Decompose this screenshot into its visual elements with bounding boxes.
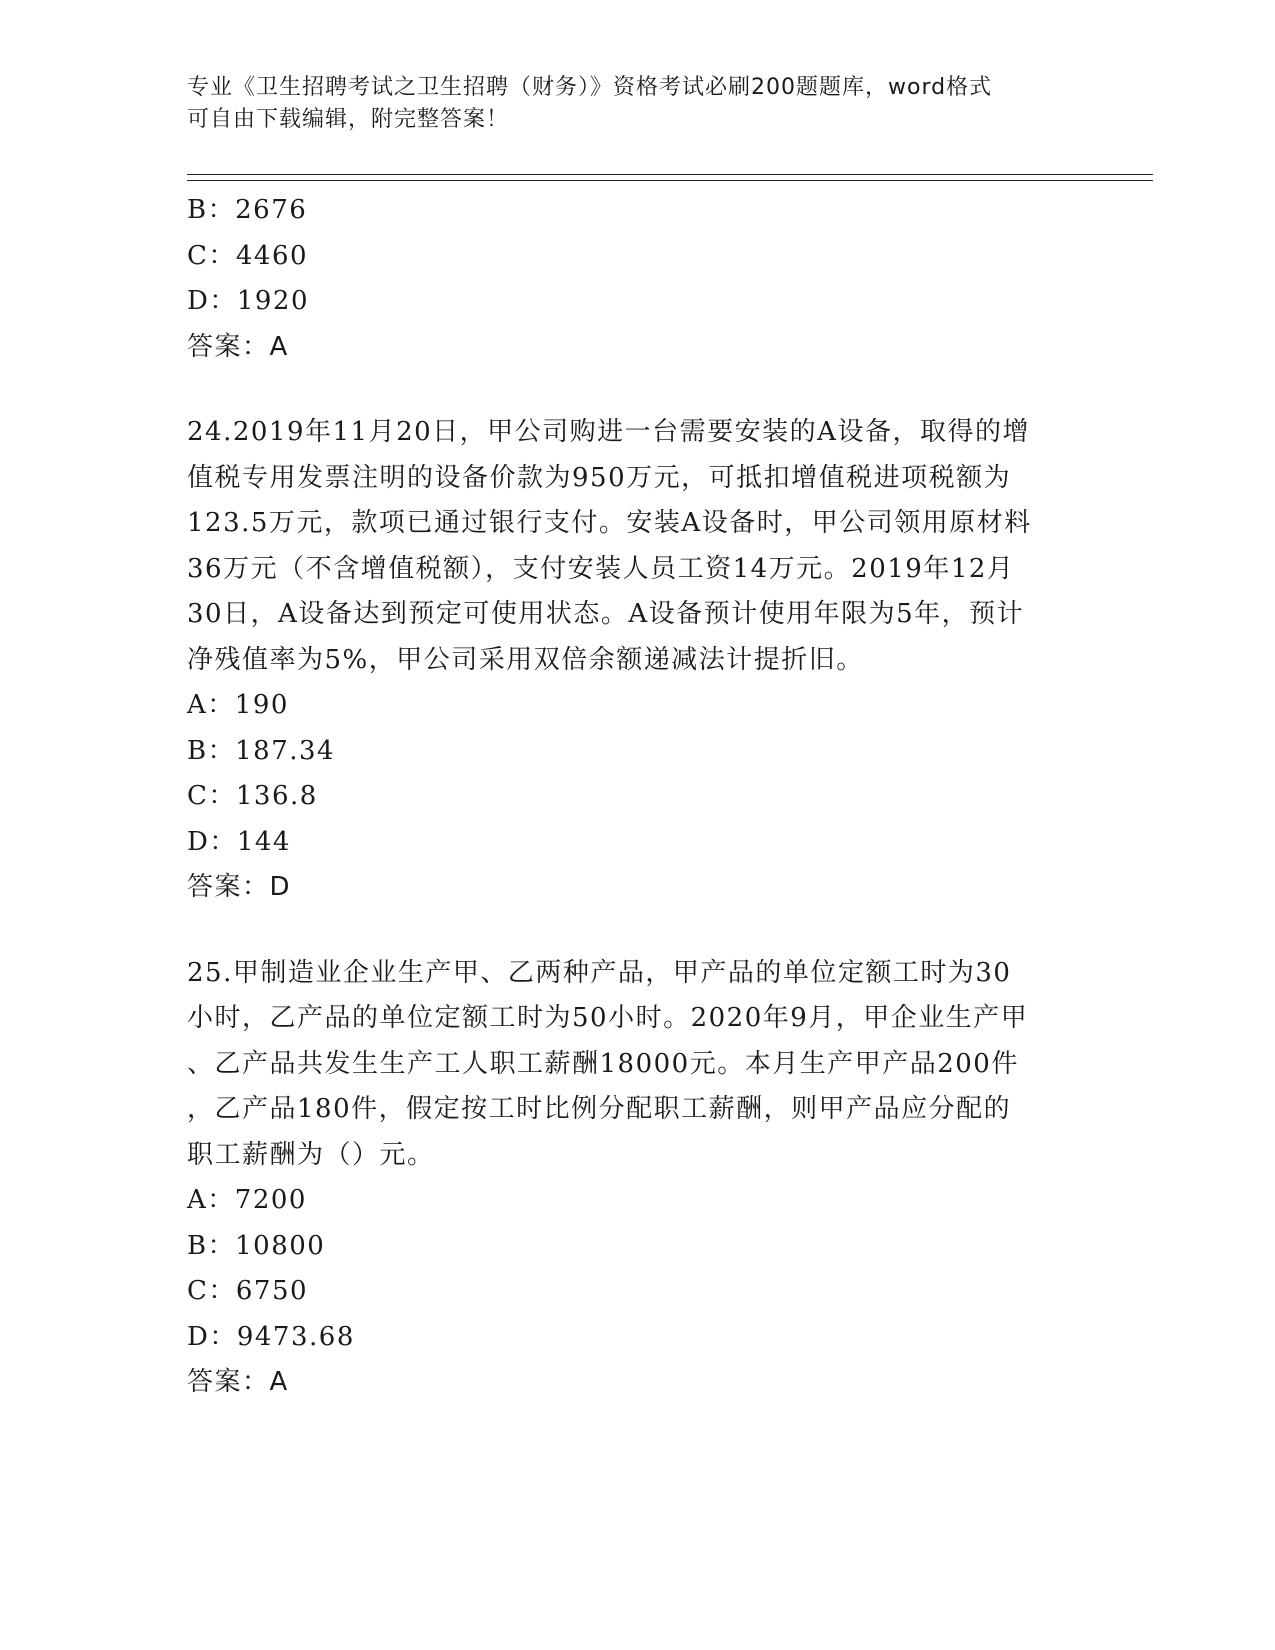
question-text-line: ，乙产品180件，假定按工时比例分配职工薪酬，则甲产品应分配的: [187, 1094, 1012, 1124]
header-divider: [187, 180, 1153, 181]
question-text-line: 、乙产品共发生生产工人职工薪酬18000元。本月生产甲产品200件: [187, 1048, 1019, 1079]
question-text-line: 净残值率为5%，甲公司采用双倍余额递减法计提折旧。: [187, 644, 864, 675]
option-c: C：6750: [187, 1276, 309, 1306]
option-b: B：10800: [187, 1230, 326, 1261]
question-text-line: 小时，乙产品的单位定额工时为50小时。2020年9月，甲企业生产甲: [187, 1003, 1029, 1033]
option-b: B：187.34: [187, 735, 336, 766]
option-c: C：4460: [187, 240, 309, 271]
header-line: 可自由下载编辑，附完整答案！: [187, 107, 510, 132]
option-d: D：9473.68: [187, 1321, 355, 1352]
question-text-line: 123.5万元，款项已通过银行支付。安装A设备时，甲公司领用原材料: [187, 508, 1032, 538]
question-text-line: 36万元（不含增值税额），支付安装人员工资14万元。2019年12月: [187, 553, 1015, 584]
document-body: [187, 188, 1087, 1406]
question-block-24: [187, 410, 1087, 911]
question-text-line: 25.甲制造业企业生产甲、乙两种产品，甲产品的单位定额工时为30: [187, 957, 1012, 988]
option-a: A：7200: [187, 1185, 307, 1215]
question-text-line: 24.2019年11月20日，甲公司购进一台需要安装的A设备，取得的增: [187, 417, 1030, 447]
question-block-25: [187, 951, 1087, 1406]
header-divider: [187, 174, 1153, 175]
question-text-line: 职工薪酬为（）元。: [187, 1139, 435, 1170]
option-b: B：2676: [187, 195, 308, 225]
header-line: 专业《卫生招聘考试之卫生招聘（财务）》资格考试必刷200题题库，word格式: [187, 75, 993, 100]
option-d: D：1920: [187, 286, 310, 316]
document-header: [187, 72, 1067, 136]
question-block-23: [187, 188, 1087, 370]
option-c: C：136.8: [187, 781, 318, 811]
option-a: A：190: [187, 690, 289, 720]
question-text-line: 值税专用发票注明的设备价款为950万元，可抵扣增值税进项税额为: [187, 462, 1012, 493]
answer-line: 答案：A: [187, 331, 289, 362]
answer-line: 答案：D: [187, 872, 292, 902]
question-text-line: 30日，A设备达到预定可使用状态。A设备预计使用年限为5年，预计: [187, 599, 1025, 629]
option-d: D：144: [187, 826, 291, 857]
answer-line: 答案：A: [187, 1367, 289, 1397]
